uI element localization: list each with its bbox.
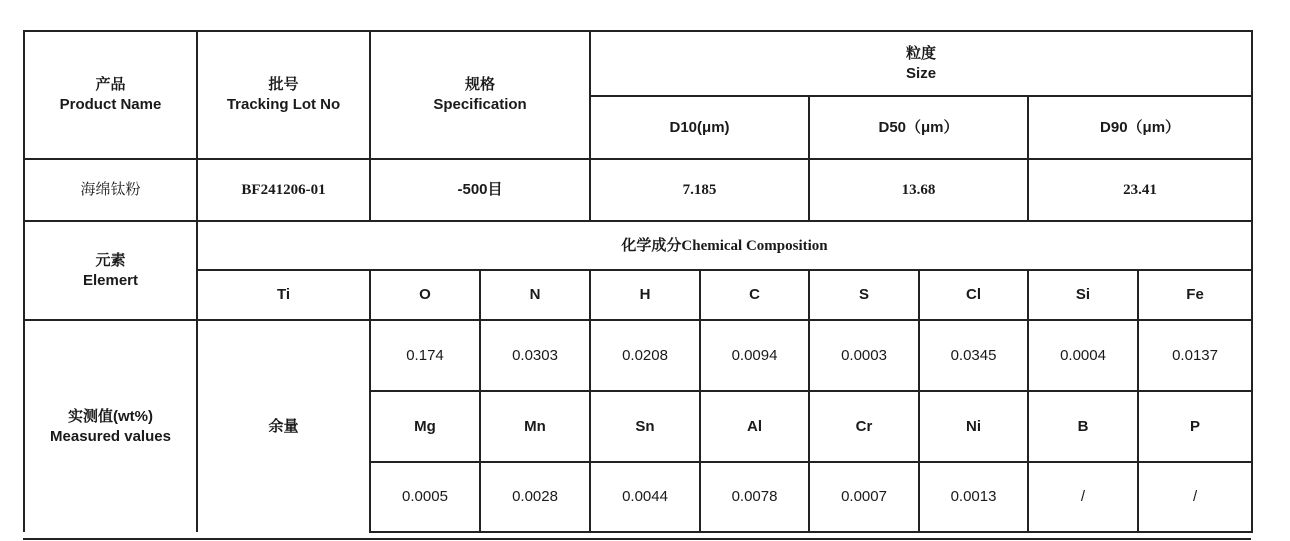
test-report-table: [23, 30, 1253, 533]
chemical-composition-title: 化学成分Chemical Composition: [197, 221, 1252, 270]
measured-value: 0.0345: [919, 320, 1028, 391]
size-header: 粒度 Size: [590, 31, 1252, 96]
element-symbol: C: [700, 270, 809, 320]
measured-value: 0.0004: [1028, 320, 1138, 391]
d90-header: D90（μm）: [1028, 96, 1252, 159]
product-name-header: 产品 Product Name: [24, 31, 197, 159]
element-symbol: Fe: [1138, 270, 1252, 320]
measured-value: 0.0003: [809, 320, 919, 391]
d90-value: 23.41: [1028, 159, 1252, 221]
lot-no-value: BF241206-01: [197, 159, 370, 221]
element-symbol: Mn: [480, 391, 590, 462]
element-symbol: Sn: [590, 391, 700, 462]
element-symbol: O: [370, 270, 480, 320]
element-symbol: N: [480, 270, 590, 320]
element-header: 元素 Elemert: [24, 221, 197, 320]
element-symbol: Cr: [809, 391, 919, 462]
measured-value: 0.0028: [480, 462, 590, 532]
d10-header: D10(μm): [590, 96, 809, 159]
measured-value: 0.0303: [480, 320, 590, 391]
table-bottom-border: [23, 538, 1251, 540]
element-symbol: P: [1138, 391, 1252, 462]
element-symbol: B: [1028, 391, 1138, 462]
specification-value: -500目: [370, 159, 590, 221]
specification-header: 规格 Specification: [370, 31, 590, 159]
lot-no-header: 批号 Tracking Lot No: [197, 31, 370, 159]
measured-value: 0.0078: [700, 462, 809, 532]
element-symbol: H: [590, 270, 700, 320]
d10-value: 7.185: [590, 159, 809, 221]
measured-value: /: [1028, 462, 1138, 532]
element-symbol: Ni: [919, 391, 1028, 462]
measured-value: 0.0094: [700, 320, 809, 391]
element-symbol: Al: [700, 391, 809, 462]
measured-value: 0.0013: [919, 462, 1028, 532]
element-symbol: Si: [1028, 270, 1138, 320]
measured-value: /: [1138, 462, 1252, 532]
d50-value: 13.68: [809, 159, 1028, 221]
element-symbol: Ti: [197, 270, 370, 320]
measured-values-header: 实测值(wt%) Measured values: [24, 320, 197, 532]
d50-header: D50（μm）: [809, 96, 1028, 159]
product-name-value: 海绵钛粉: [24, 159, 197, 221]
measured-value: 0.174: [370, 320, 480, 391]
measured-value: 0.0005: [370, 462, 480, 532]
measured-value: 0.0208: [590, 320, 700, 391]
measured-value: 0.0007: [809, 462, 919, 532]
element-symbol: S: [809, 270, 919, 320]
element-symbol: Mg: [370, 391, 480, 462]
element-symbol: Cl: [919, 270, 1028, 320]
measured-value: 0.0137: [1138, 320, 1252, 391]
measured-value: 0.0044: [590, 462, 700, 532]
ti-balance-value: 余量: [197, 320, 370, 532]
